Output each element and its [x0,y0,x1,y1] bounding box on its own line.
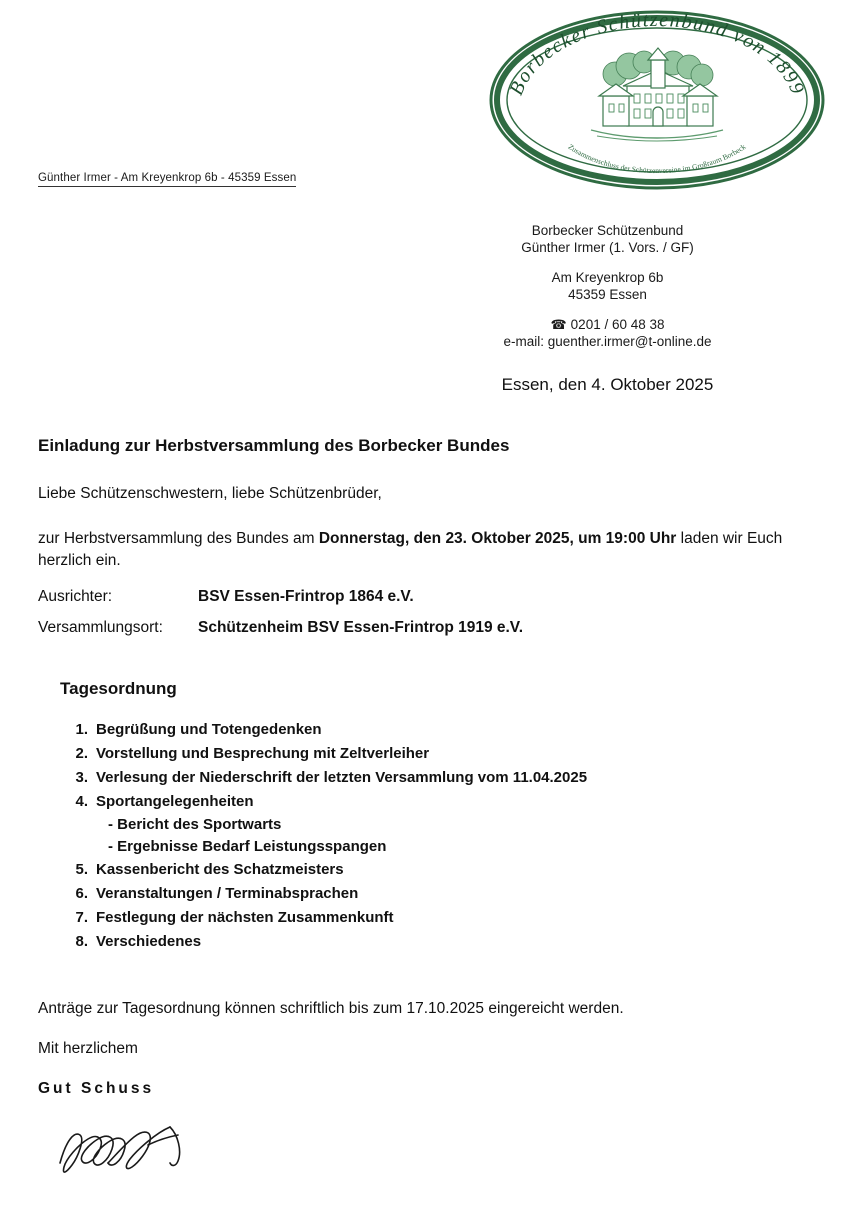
sender-phone-line [420,316,795,333]
agenda-item [60,930,800,954]
agenda-item-label: Festlegung der nächsten Zusammenkunft [96,909,394,926]
agenda-item [60,906,800,930]
agenda-item-number: 6. [75,885,88,902]
agenda-deadline-note: Anträge zur Tagesordnung können schriftlich bis zum 17.10.2025 eingereicht werden. [38,1000,624,1017]
letter-intro [38,528,798,572]
agenda-item [60,718,800,742]
agenda-item-number: 1. [75,721,88,738]
agenda-item-label: Sportangelegenheiten [96,793,254,810]
date-line: Essen, den 4. Oktober 2025 [501,375,714,394]
signature-image [52,1105,232,1195]
sender-person: Günther Irmer (1. Vors. / GF) [521,240,694,255]
host-row [38,588,798,606]
agenda-item-label: Vorstellung und Besprechung mit Zeltverleiher [96,745,430,762]
intro-text-after: laden wir Euch herzlich ein. [38,530,783,569]
agenda-item-label: Kassenbericht des Schatzmeisters [96,861,344,878]
intro-meeting-datetime: Donnerstag, den 23. Oktober 2025, um 19:00 Uhr [318,530,677,547]
sender-block [420,222,795,350]
letter-salutation: Liebe Schützenschwestern, liebe Schützenbrüder, [38,485,382,502]
agenda-item-number: 3. [75,769,88,786]
agenda-item [60,742,800,766]
agenda-item-number: 5. [75,861,88,878]
venue-row [38,619,798,637]
agenda-item-label: Begrüßung und Totengedenken [96,721,322,738]
agenda-item [60,766,800,790]
agenda-item-label: Veranstaltungen / Terminabsprachen [96,885,359,902]
agenda-item [60,858,800,882]
agenda-item [60,790,800,858]
agenda-title: Tagesordnung [60,679,177,698]
agenda-item-number: 4. [75,793,88,810]
agenda-item-number: 7. [75,909,88,926]
agenda-item-label: Verlesung der Niederschrift der letzten Versammlung vom 11.04.2025 [96,769,588,786]
venue-label: Versammlungsort: [38,619,163,636]
agenda-sub-item: - Ergebnisse Bedarf Leistungsspangen [108,838,387,855]
sender-org: Borbecker Schützenbund [531,223,684,238]
venue-value: Schützenheim BSV Essen-Frintrop 1919 e.V. [198,619,524,636]
host-label: Ausrichter: [38,588,113,605]
sender-city: 45359 Essen [568,287,647,302]
return-address-line: Günther Irmer - Am Kreyenkrop 6b - 45359 Essen [38,172,296,187]
club-logo [487,8,827,193]
logo-arc-bottom-text: Zusammenschluss der Schützenvereine im Großraum Borbeck [566,142,748,176]
telephone-icon: ☎ [550,317,567,332]
intro-text-before: zur Herbstversammlung des Bundes am [38,530,319,547]
agenda-item [60,882,800,906]
host-value: BSV Essen-Frintrop 1864 e.V. [198,588,414,605]
logo-arc-top-text: Borbecker Schützenbund von 1899 [505,8,809,99]
closing-line: Mit herzlichem [38,1040,138,1057]
sender-phone: 0201 / 60 48 38 [570,317,665,332]
gut-schuss-line: Gut Schuss [38,1080,155,1097]
agenda-item-number: 2. [75,745,88,762]
agenda-list [60,718,800,954]
sender-email: e-mail: guenther.irmer@t-online.de [503,334,712,349]
agenda-item-number: 8. [75,933,88,950]
agenda-item-label: Verschiedenes [96,933,202,950]
agenda-sub-item: - Bericht des Sportwarts [108,816,282,833]
letter-subject: Einladung zur Herbstversammlung des Borbecker Bundes [38,436,510,455]
sender-street: Am Kreyenkrop 6b [551,270,664,285]
